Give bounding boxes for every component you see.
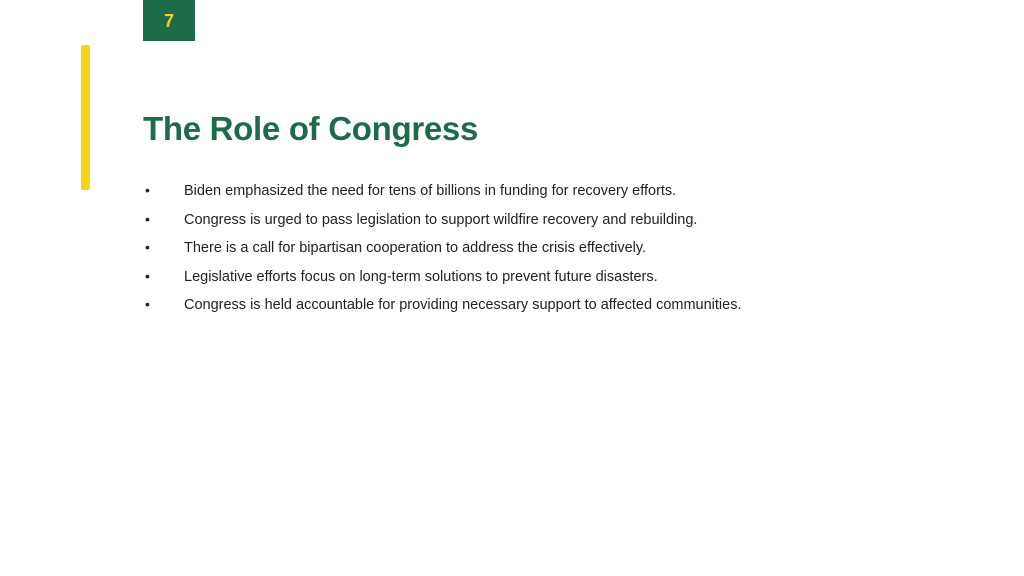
bullet-icon: • (145, 296, 150, 313)
accent-bar (81, 45, 90, 190)
bullet-item (143, 239, 741, 268)
bullet-item (143, 268, 741, 297)
bullet-text: There is a call for bipartisan cooperation to address the crisis effectively. (184, 240, 647, 257)
bullet-icon: • (145, 267, 150, 284)
bullet-icon: • (145, 239, 150, 256)
bullet-icon: • (145, 182, 150, 198)
bullet-text: Congress is urged to pass legislation to support wildfire recovery and rebuilding. (184, 211, 698, 228)
bullet-text: Biden emphasized the need for tens of billions in funding for recovery efforts. (184, 183, 677, 199)
bullet-text: Congress is held accountable for providing necessary support to affected communities. (184, 297, 742, 314)
bullet-item (143, 211, 741, 240)
bullet-item (143, 296, 741, 325)
bullet-icon: • (145, 210, 150, 227)
bullet-text: Legislative efforts focus on long-term solutions to prevent future disasters. (184, 268, 658, 285)
slide-title: The Role of Congress (143, 110, 479, 147)
bullet-item (143, 182, 741, 211)
bullet-list (143, 182, 741, 325)
page-number-badge (143, 0, 195, 41)
page-number: 7 (163, 11, 174, 31)
